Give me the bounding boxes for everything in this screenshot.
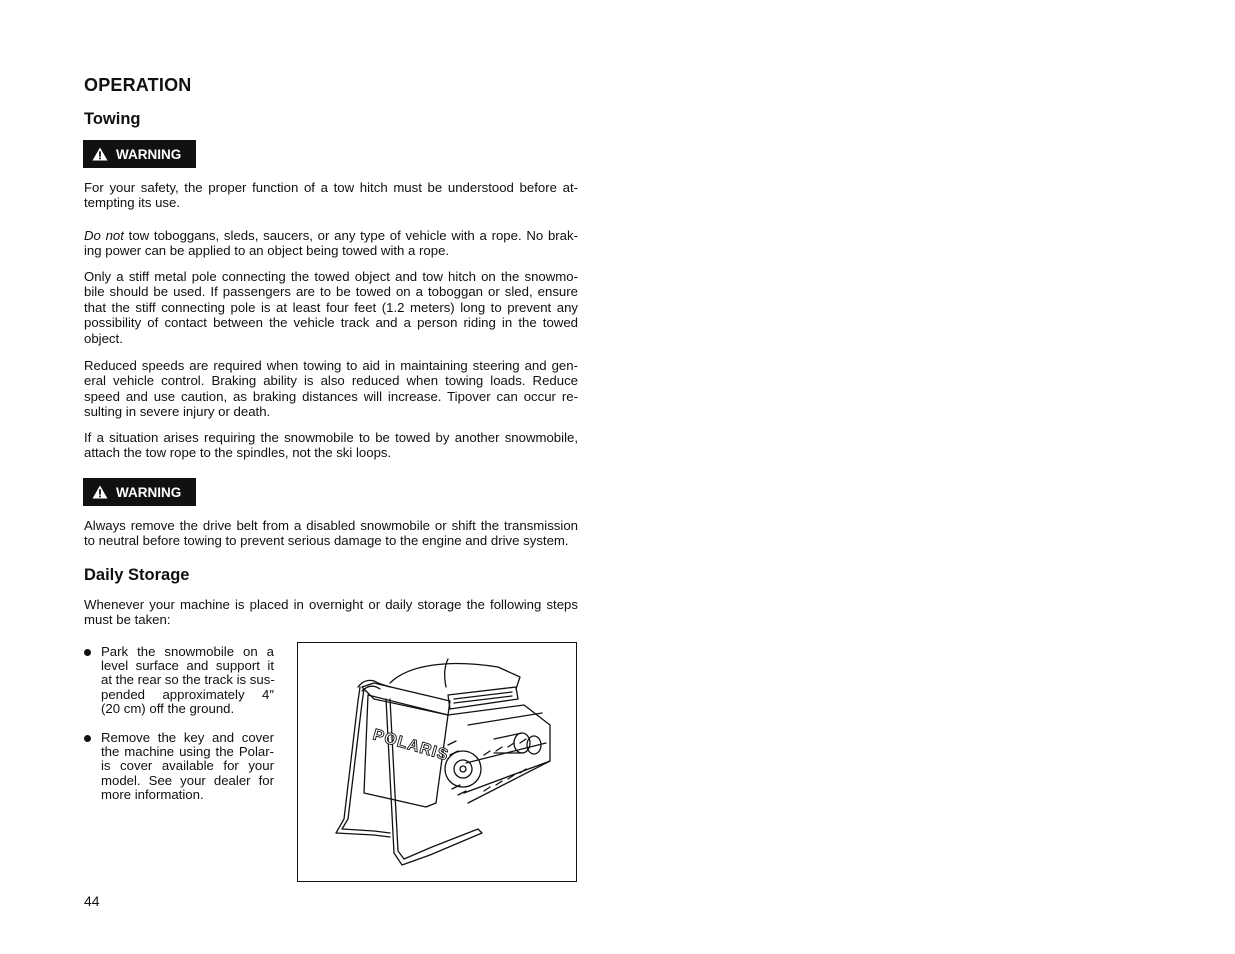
text-line: For your safety, the proper function of a tow hitch must be understood before at- xyxy=(84,180,578,195)
bullet-text xyxy=(101,645,274,716)
text-line: Park the snowmobile on a xyxy=(101,644,274,659)
list-item xyxy=(84,731,274,803)
daily-storage-heading: Daily Storage xyxy=(84,566,190,584)
text-line: Remove the key and cover xyxy=(101,730,274,745)
text-line: must be taken: xyxy=(84,612,171,628)
bullet-icon xyxy=(84,735,91,742)
rope-line-rest: tow toboggans, sleds, saucers, or any type of vehicle with a rope. No brak- xyxy=(123,228,579,243)
text-line xyxy=(84,228,578,243)
emphasis-do-not: Do not xyxy=(84,228,124,243)
section-heading: OPERATION xyxy=(84,75,192,95)
text-line: to neutral before towing to prevent serious damage to the engine and drive system. xyxy=(84,533,569,549)
text-line: more information. xyxy=(101,786,204,802)
spindles-paragraph xyxy=(84,430,578,461)
warning-label xyxy=(83,140,196,168)
warning-label-text: WARNING xyxy=(116,484,182,500)
text-line: the machine using the Polar- xyxy=(101,744,274,760)
text-line: (20 cm) off the ground. xyxy=(101,700,235,716)
warning-triangle-icon xyxy=(92,485,108,499)
bullet-icon xyxy=(84,649,91,656)
text-line: object. xyxy=(84,330,123,346)
text-line: attach the tow rope to the spindles, not the ski loops. xyxy=(84,445,392,461)
snowmobile-stand-figure xyxy=(297,642,577,882)
stiff-pole-paragraph xyxy=(84,269,578,346)
text-line: at the rear so the track is sus- xyxy=(101,672,275,688)
text-line: Whenever your machine is placed in overnight or daily storage the following steps xyxy=(84,597,578,612)
rope-paragraph xyxy=(84,228,578,259)
text-line: Reduced speeds are required when towing to aid in maintaining steering and gen- xyxy=(84,358,578,373)
page-number: 44 xyxy=(84,893,100,909)
text-line: pended approximately 4″ xyxy=(101,686,274,702)
bullet-text xyxy=(101,731,274,802)
warning-label-text: WARNING xyxy=(116,146,182,162)
warning-label-2 xyxy=(83,478,196,506)
daily-storage-intro xyxy=(84,597,578,628)
text-line: speed and use caution, as braking distances will increase. Tipover can occur re- xyxy=(84,388,578,404)
text-line: possibility of contact between the vehicle track and a person riding in the towed xyxy=(84,315,578,331)
warning-triangle-icon xyxy=(92,147,108,161)
text-line: is cover available for your xyxy=(101,758,274,774)
text-line: If a situation arises requiring the snowmobile to be towed by another snowmobile, xyxy=(84,430,578,445)
text-line: that the stiff connecting pole is at least four feet (1.2 meters) long to prevent any xyxy=(84,299,578,315)
text-line: level surface and support it xyxy=(101,658,274,674)
text-line: tempting its use. xyxy=(84,195,181,211)
towing-heading: Towing xyxy=(84,110,141,128)
text-line: sulting in severe injury or death. xyxy=(84,404,271,420)
list-item xyxy=(84,645,274,717)
reduced-speed-paragraph xyxy=(84,358,578,420)
text-line: eral vehicle control. Braking ability is also reduced when towing loads. Reduce xyxy=(84,373,578,389)
polaris-decal: POLARIS xyxy=(370,726,451,765)
drive-belt-warning-text xyxy=(84,518,578,549)
text-line: model. See your dealer for xyxy=(101,772,274,788)
text-line: bile should be used. If passengers are to be towed on a toboggan or sled, ensure xyxy=(84,284,578,300)
text-line: ing power can be applied to an object being towed with a rope. xyxy=(84,243,450,259)
snowmobile-on-stand-illustration xyxy=(298,643,576,881)
text-line: Only a stiff metal pole connecting the towed object and tow hitch on the snowmo- xyxy=(84,269,578,284)
tow-hitch-warning-text xyxy=(84,180,578,211)
text-line: Always remove the drive belt from a disabled snowmobile or shift the transmission xyxy=(84,518,578,533)
